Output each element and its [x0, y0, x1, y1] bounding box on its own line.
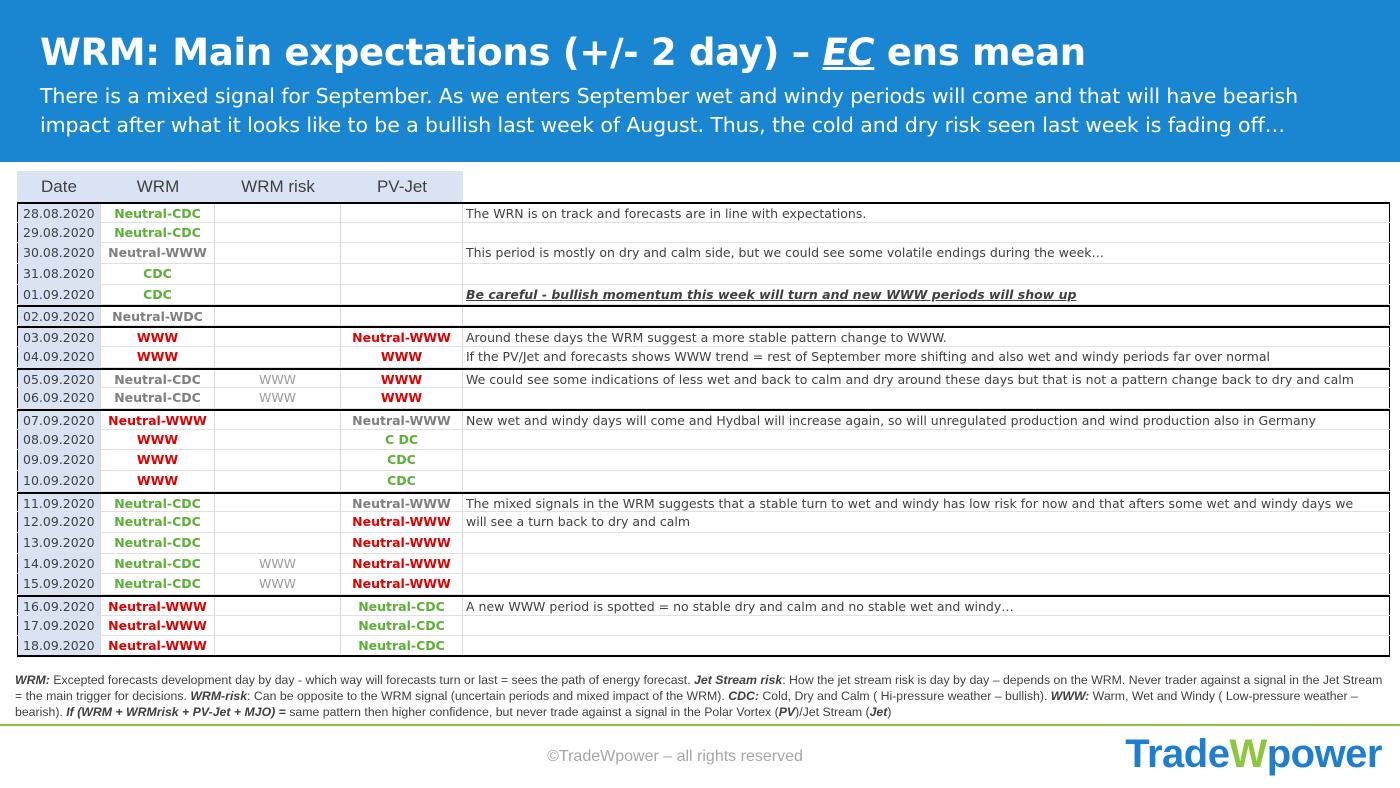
- cell-wrm-risk: [215, 411, 341, 429]
- cell-comment: A new WWW period is spotted = no stable dry and calm and no stable wet and windy…: [463, 597, 1390, 615]
- cell-comment: The WRN is on track and forecasts are in line with expectations.: [463, 204, 1390, 222]
- table-row: [17, 326, 1390, 347]
- cell-wrm: WWW: [101, 430, 215, 450]
- cell-comment: The mixed signals in the WRM suggests that a stable turn to wet and windy has low risk for now and that afters some wet and windy days we: [463, 494, 1390, 512]
- cell-pv-jet: C DC: [341, 430, 463, 450]
- table-row: [17, 202, 1390, 223]
- cell-wrm-risk: [215, 243, 341, 263]
- cell-comment: [463, 430, 1390, 450]
- cell-pv-jet: Neutral-CDC: [341, 597, 463, 615]
- table-row: [17, 450, 1390, 471]
- cell-wrm: Neutral-WWW: [101, 616, 215, 636]
- tradewpower-logo: TradeWpower: [1125, 732, 1382, 776]
- table-row: [17, 512, 1390, 533]
- cell-pv-jet: Neutral-CDC: [341, 636, 463, 655]
- cell-date: 01.09.2020: [17, 285, 101, 305]
- cell-comment: [463, 554, 1390, 574]
- cell-date: 11.09.2020: [17, 494, 101, 512]
- table-row: [17, 305, 1390, 326]
- cell-wrm: Neutral-CDC: [101, 370, 215, 388]
- cell-date: 09.09.2020: [17, 450, 101, 470]
- table-row: [17, 492, 1390, 513]
- cell-pv-jet: Neutral-WWW: [341, 494, 463, 512]
- table-row: [17, 409, 1390, 430]
- cell-comment: [463, 450, 1390, 470]
- cell-date: 17.09.2020: [17, 616, 101, 636]
- header-banner: [0, 0, 1400, 162]
- table-row: [17, 595, 1390, 616]
- table-row: [17, 264, 1390, 285]
- cell-date: 16.09.2020: [17, 597, 101, 615]
- cell-wrm: WWW: [101, 328, 215, 346]
- cell-wrm: CDC: [101, 264, 215, 284]
- cell-wrm-risk: [215, 223, 341, 243]
- cell-wrm-risk: [215, 450, 341, 470]
- cell-pv-jet: [341, 223, 463, 243]
- cell-pv-jet: WWW: [341, 388, 463, 408]
- cell-pv-jet: [341, 264, 463, 284]
- cell-wrm: WWW: [101, 347, 215, 367]
- table-body: [17, 202, 1390, 657]
- cell-pv-jet: Neutral-WWW: [341, 328, 463, 346]
- cell-date: 15.09.2020: [17, 574, 101, 594]
- cell-wrm-risk: [215, 512, 341, 532]
- table-row: [17, 554, 1390, 575]
- cell-wrm-risk: [215, 597, 341, 615]
- cell-comment: [463, 388, 1390, 408]
- cell-wrm-risk: [215, 285, 341, 305]
- table-row: [17, 223, 1390, 244]
- table-row: [17, 471, 1390, 492]
- cell-wrm-risk: [215, 347, 341, 367]
- cell-wrm: Neutral-CDC: [101, 512, 215, 532]
- cell-pv-jet: Neutral-WWW: [341, 554, 463, 574]
- cell-wrm: WWW: [101, 471, 215, 491]
- cell-date: 06.09.2020: [17, 388, 101, 408]
- cell-wrm-risk: WWW: [215, 388, 341, 408]
- col-date: Date: [17, 171, 101, 202]
- cell-pv-jet: [341, 204, 463, 222]
- cell-wrm: Neutral-CDC: [101, 388, 215, 408]
- cell-comment: [463, 574, 1390, 594]
- table-header: [17, 171, 1390, 202]
- cell-comment: If the PV/Jet and forecasts shows WWW trend = rest of September more shifting and also wet and windy periods far over normal: [463, 347, 1390, 367]
- cell-comment: This period is mostly on dry and calm side, but we could see some volatile endings during the week…: [463, 243, 1390, 263]
- cell-comment: [463, 636, 1390, 655]
- cell-date: 07.09.2020: [17, 411, 101, 429]
- cell-comment: [463, 223, 1390, 243]
- cell-wrm-risk: [215, 204, 341, 222]
- cell-comment: [463, 264, 1390, 284]
- cell-pv-jet: Neutral-WWW: [341, 512, 463, 532]
- cell-date: 10.09.2020: [17, 471, 101, 491]
- page-title: WRM: Main expectations (+/- 2 day) – EC ens mean: [40, 31, 1086, 74]
- cell-date: 12.09.2020: [17, 512, 101, 532]
- cell-date: 13.09.2020: [17, 533, 101, 553]
- table-row: [17, 285, 1390, 306]
- cell-wrm-risk: [215, 636, 341, 655]
- cell-comment: We could see some indications of less wet and back to calm and dry around these days but that is not a pattern change back to dry and calm: [463, 370, 1390, 388]
- cell-date: 31.08.2020: [17, 264, 101, 284]
- cell-comment: Around these days the WRM suggest a more stable pattern change to WWW.: [463, 328, 1390, 346]
- table-row: [17, 533, 1390, 554]
- cell-wrm-risk: WWW: [215, 574, 341, 594]
- cell-pv-jet: Neutral-WWW: [341, 574, 463, 594]
- cell-comment: Be careful - bullish momentum this week will turn and new WWW periods will show up: [463, 285, 1390, 305]
- cell-date: 08.09.2020: [17, 430, 101, 450]
- cell-comment: New wet and windy days will come and Hydbal will increase again, so will unregulated production and wind production also in Germany: [463, 411, 1390, 429]
- cell-wrm-risk: [215, 494, 341, 512]
- title-ec: EC: [822, 31, 875, 74]
- cell-wrm-risk: [215, 471, 341, 491]
- cell-wrm: WWW: [101, 450, 215, 470]
- col-wrm: WRM: [101, 171, 215, 202]
- cell-pv-jet: [341, 285, 463, 305]
- cell-wrm-risk: [215, 328, 341, 346]
- cell-comment: [463, 471, 1390, 491]
- cell-pv-jet: Neutral-WWW: [341, 533, 463, 553]
- cell-pv-jet: CDC: [341, 450, 463, 470]
- footer-divider: [0, 724, 1400, 726]
- cell-date: 04.09.2020: [17, 347, 101, 367]
- cell-pv-jet: CDC: [341, 471, 463, 491]
- cell-pv-jet: [341, 307, 463, 325]
- cell-wrm: Neutral-CDC: [101, 223, 215, 243]
- cell-wrm-risk: [215, 616, 341, 636]
- cell-date: 05.09.2020: [17, 370, 101, 388]
- table-row: [17, 430, 1390, 451]
- cell-pv-jet: [341, 243, 463, 263]
- table-row: [17, 636, 1390, 657]
- cell-wrm: Neutral-CDC: [101, 494, 215, 512]
- copyright: ©TradeWpower – all rights reserved: [547, 748, 803, 765]
- cell-pv-jet: Neutral-CDC: [341, 616, 463, 636]
- table-row: [17, 616, 1390, 637]
- cell-date: 02.09.2020: [17, 307, 101, 325]
- cell-wrm: Neutral-CDC: [101, 574, 215, 594]
- cell-wrm-risk: WWW: [215, 554, 341, 574]
- cell-pv-jet: Neutral-WWW: [341, 411, 463, 429]
- cell-wrm: Neutral-CDC: [101, 533, 215, 553]
- cell-wrm-risk: [215, 533, 341, 553]
- table-row: [17, 388, 1390, 409]
- cell-wrm-risk: [215, 430, 341, 450]
- cell-pv-jet: WWW: [341, 347, 463, 367]
- cell-wrm-risk: [215, 307, 341, 325]
- cell-comment: will see a turn back to dry and calm: [463, 512, 1390, 532]
- cell-wrm: Neutral-WWW: [101, 411, 215, 429]
- table-row: [17, 368, 1390, 389]
- cell-date: 28.08.2020: [17, 204, 101, 222]
- cell-date: 30.08.2020: [17, 243, 101, 263]
- cell-wrm: Neutral-WWW: [101, 243, 215, 263]
- cell-date: 03.09.2020: [17, 328, 101, 346]
- forecast-table: [17, 171, 1390, 657]
- page-subtitle: There is a mixed signal for September. As we enters September wet and windy periods will come and that will have bearish impact after what it looks like to be a bullish last week of August. Thus, the cold and dry risk seen last week is fading off…: [40, 84, 1298, 137]
- table-row: [17, 347, 1390, 368]
- cell-date: 29.08.2020: [17, 223, 101, 243]
- cell-comment: [463, 616, 1390, 636]
- cell-wrm: CDC: [101, 285, 215, 305]
- cell-wrm: Neutral-WWW: [101, 597, 215, 615]
- footnote: WRM: Excepted forecasts development day by day - which way will forecasts turn or last = sees the path of energy forecast. Jet Stream risk: How the jet stream risk is day by day – depends on the WRM. Never trader against a signal in the Jet Stream = the main trigger for decisions. WRM-risk: Can be opposite to the WRM signal (uncertain periods and mixed impact of the WRM). CDC: Cold, Dry and Calm ( Hi-pressure weather – bullish). WWW: Warm, Wet and Windy ( Low-pressure weather – bearish). If (WRM + WRMrisk + PV-Jet + MJO) = same pattern then higher confidence, but never trade against a signal in the Polar Vortex (PV)/Jet Stream (Jet): [15, 673, 1383, 719]
- cell-wrm-risk: WWW: [215, 370, 341, 388]
- cell-date: 14.09.2020: [17, 554, 101, 574]
- cell-pv-jet: WWW: [341, 370, 463, 388]
- table-row: [17, 574, 1390, 595]
- cell-comment: [463, 533, 1390, 553]
- cell-comment: [463, 307, 1390, 325]
- col-pv-jet: PV-Jet: [341, 171, 463, 202]
- cell-wrm: Neutral-CDC: [101, 204, 215, 222]
- col-wrm-risk: WRM risk: [215, 171, 341, 202]
- table-row: [17, 243, 1390, 264]
- cell-wrm: Neutral-CDC: [101, 554, 215, 574]
- cell-wrm: Neutral-WWW: [101, 636, 215, 655]
- cell-wrm: Neutral-WDC: [101, 307, 215, 325]
- cell-wrm-risk: [215, 264, 341, 284]
- cell-date: 18.09.2020: [17, 636, 101, 655]
